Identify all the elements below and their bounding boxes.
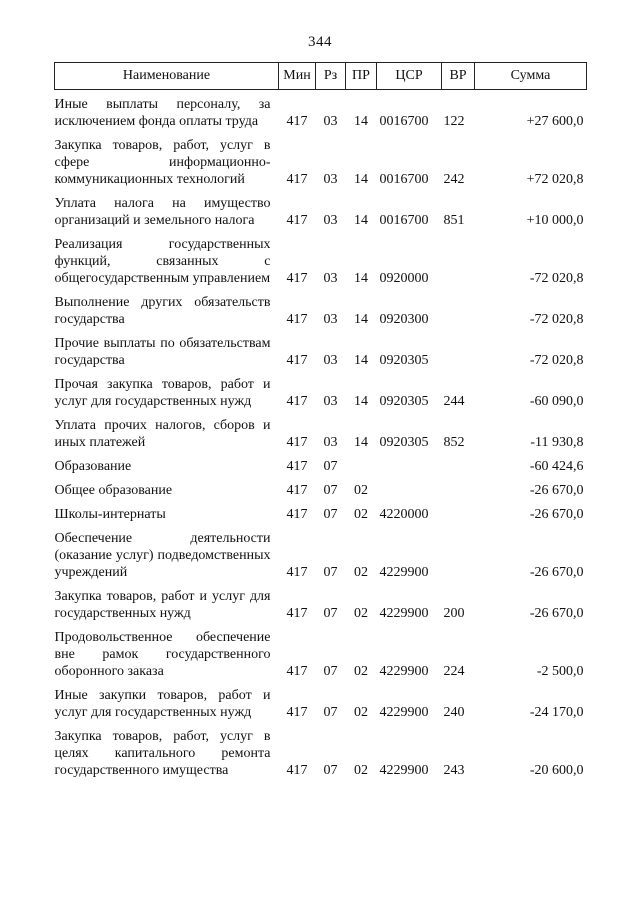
cell-pr: 02 (354, 705, 368, 720)
cell-rz: 03 (323, 213, 338, 228)
cell-rz: 07 (323, 705, 338, 720)
cell-rz: 07 (323, 664, 338, 679)
cell-min: 417 (286, 213, 308, 228)
cell-csr: 0016700 (379, 114, 429, 129)
cell-name: Реализация государственных функций, связанных с общегосударственным управлением (54, 237, 271, 286)
cell-pr: 02 (354, 763, 368, 778)
cell-sum: -20 600,0 (529, 763, 584, 778)
table-row (55, 581, 587, 622)
cell-name: Общее образование (54, 483, 173, 498)
cell-pr: 14 (354, 114, 368, 129)
cell-sum: -26 670,0 (529, 565, 584, 580)
cell-min: 417 (286, 172, 308, 187)
cell-sum: +72 020,8 (526, 172, 584, 187)
cell-min: 417 (286, 664, 308, 679)
cell-vr: 852 (443, 435, 465, 450)
cell-pr: 02 (354, 483, 368, 498)
table-row (55, 622, 587, 680)
cell-min: 417 (286, 606, 308, 621)
cell-rz: 03 (323, 114, 338, 129)
cell-sum: -60 424,6 (529, 459, 584, 474)
cell-pr: 02 (354, 664, 368, 679)
table-row (55, 475, 587, 499)
cell-sum: -60 090,0 (529, 394, 584, 409)
cell-csr: 0920305 (379, 353, 429, 368)
cell-min: 417 (286, 763, 308, 778)
cell-vr: 243 (443, 763, 465, 778)
cell-name: Выполнение других обязательств государства (54, 295, 271, 327)
table-header-row (55, 63, 587, 90)
cell-rz: 03 (323, 435, 338, 450)
cell-name: Иные закупки товаров, работ и услуг для государственных нужд (54, 688, 271, 720)
cell-vr (442, 499, 475, 523)
cell-rz: 07 (323, 483, 338, 498)
cell-min: 417 (286, 435, 308, 450)
table-row (55, 369, 587, 410)
table-body (55, 90, 587, 780)
cell-csr: 4229900 (379, 664, 429, 679)
cell-csr: 0016700 (379, 213, 429, 228)
table-row (55, 721, 587, 779)
cell-rz: 07 (323, 507, 338, 522)
cell-sum: -26 670,0 (529, 483, 584, 498)
cell-min: 417 (286, 312, 308, 327)
cell-csr: 0016700 (379, 172, 429, 187)
cell-csr: 4229900 (379, 763, 429, 778)
cell-csr: 4220000 (379, 507, 429, 522)
cell-csr: 0920300 (379, 312, 429, 327)
cell-min: 417 (286, 705, 308, 720)
cell-pr (346, 451, 377, 475)
cell-csr: 0920305 (379, 394, 429, 409)
header-name: Наименование (55, 63, 279, 90)
cell-pr: 14 (354, 312, 368, 327)
cell-vr: 200 (443, 606, 465, 621)
cell-name: Уплата налога на имущество организаций и земельного налога (54, 196, 271, 228)
cell-vr: 242 (443, 172, 465, 187)
cell-sum: -11 930,8 (530, 435, 584, 450)
cell-sum: -24 170,0 (529, 705, 584, 720)
header-csr: ЦСР (377, 63, 442, 90)
cell-min: 417 (286, 565, 308, 580)
cell-csr (377, 475, 442, 499)
header-rz: Рз (316, 63, 346, 90)
cell-name: Продовольственное обеспечение вне рамок государственного оборонного заказа (54, 630, 271, 679)
cell-vr: 224 (443, 664, 465, 679)
cell-name: Закупка товаров, работ и услуг для государственных нужд (54, 589, 271, 621)
cell-vr: 851 (443, 213, 465, 228)
cell-min: 417 (286, 483, 308, 498)
table-row (55, 229, 587, 287)
cell-min: 417 (286, 353, 308, 368)
cell-rz: 03 (323, 271, 338, 286)
cell-name: Уплата прочих налогов, сборов и иных платежей (54, 418, 271, 450)
cell-min: 417 (286, 271, 308, 286)
cell-name: Школы-интернаты (54, 507, 166, 522)
table-row (55, 328, 587, 369)
cell-pr: 14 (354, 353, 368, 368)
cell-sum: +10 000,0 (526, 213, 584, 228)
cell-name: Обеспечение деятельности (оказание услуг) подведомственных учреждений (54, 531, 271, 580)
cell-vr (442, 523, 475, 581)
cell-rz: 07 (323, 565, 338, 580)
table-row (55, 188, 587, 229)
table-row (55, 451, 587, 475)
table-row (55, 130, 587, 188)
cell-csr: 0920305 (379, 435, 429, 450)
table-row (55, 680, 587, 721)
cell-pr: 14 (354, 435, 368, 450)
cell-min: 417 (286, 114, 308, 129)
cell-name: Закупка товаров, работ, услуг в сфере информационно-коммуникационных технологий (54, 138, 271, 187)
table-row (55, 499, 587, 523)
table-row (55, 287, 587, 328)
cell-name: Прочая закупка товаров, работ и услуг для государственных нужд (54, 377, 271, 409)
table-row (55, 523, 587, 581)
cell-vr: 122 (443, 114, 465, 129)
cell-sum: -26 670,0 (529, 507, 584, 522)
header-min: Мин (279, 63, 316, 90)
cell-sum: -2 500,0 (536, 664, 584, 679)
cell-vr (442, 328, 475, 369)
cell-csr: 0920000 (379, 271, 429, 286)
cell-name: Иные выплаты персоналу, за исключением фонда оплаты труда (54, 97, 271, 129)
cell-vr: 244 (443, 394, 465, 409)
table-row (55, 90, 587, 131)
cell-rz: 07 (323, 606, 338, 621)
cell-sum: +27 600,0 (526, 114, 584, 129)
cell-pr: 14 (354, 394, 368, 409)
cell-pr: 02 (354, 606, 368, 621)
cell-rz: 07 (323, 459, 338, 474)
cell-sum: -72 020,8 (529, 271, 584, 286)
header-sum: Сумма (475, 63, 587, 90)
cell-rz: 03 (323, 172, 338, 187)
cell-sum: -72 020,8 (529, 312, 584, 327)
cell-min: 417 (286, 394, 308, 409)
cell-vr (442, 287, 475, 328)
cell-csr: 4229900 (379, 565, 429, 580)
cell-min: 417 (286, 459, 308, 474)
cell-vr (442, 451, 475, 475)
cell-vr (442, 229, 475, 287)
cell-vr: 240 (443, 705, 465, 720)
cell-rz: 03 (323, 353, 338, 368)
cell-csr (377, 451, 442, 475)
cell-min: 417 (286, 507, 308, 522)
cell-sum: -26 670,0 (529, 606, 584, 621)
budget-table (54, 62, 587, 779)
cell-csr: 4229900 (379, 705, 429, 720)
cell-rz: 07 (323, 763, 338, 778)
cell-pr: 14 (354, 213, 368, 228)
cell-rz: 03 (323, 394, 338, 409)
cell-pr: 14 (354, 271, 368, 286)
cell-pr: 14 (354, 172, 368, 187)
header-pr: ПР (346, 63, 377, 90)
cell-rz: 03 (323, 312, 338, 327)
cell-name: Образование (54, 459, 132, 474)
table-row (55, 410, 587, 451)
cell-name: Прочие выплаты по обязательствам государства (54, 336, 271, 368)
cell-name: Закупка товаров, работ, услуг в целях капитального ремонта государственного имущества (54, 729, 271, 778)
cell-vr (442, 475, 475, 499)
header-vr: ВР (442, 63, 475, 90)
cell-sum: -72 020,8 (529, 353, 584, 368)
page-number: 344 (308, 34, 332, 50)
cell-pr: 02 (354, 507, 368, 522)
cell-csr: 4229900 (379, 606, 429, 621)
cell-pr: 02 (354, 565, 368, 580)
